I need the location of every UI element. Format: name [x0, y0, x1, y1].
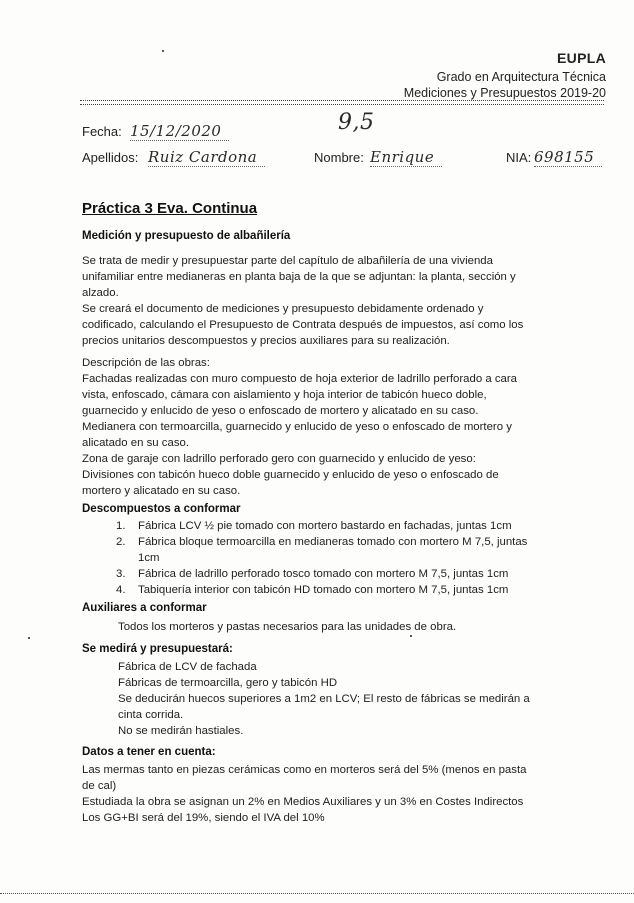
degree-name: Grado en Arquitectura Técnica [436, 70, 606, 84]
nia-label: NIA: [506, 150, 532, 165]
medira-line: Se deducirán huecos superiores a 1m2 en LCV; El resto de fábricas se medirán a [118, 693, 530, 705]
page-title: Práctica 3 Eva. Continua [82, 200, 258, 217]
nia-value: 698155 [534, 148, 602, 167]
list-item-text: Tabiquería interior con tabicón HD tomado con mortero M 7,5, juntas 1cm [138, 584, 509, 596]
surname-label: Apellidos: [82, 150, 139, 165]
section-heading-auxiliares: Auxiliares a conformar [82, 602, 207, 614]
description-line: alicatado en su caso. [82, 437, 190, 449]
date-value: 15/12/2020 [130, 122, 229, 141]
intro-paragraph [82, 253, 604, 349]
name-label: Nombre: [314, 150, 364, 165]
medira-line: Fábricas de termoarcilla, gero y tabicón HD [118, 677, 338, 689]
intro-line: codificado, calculando el Presupuesto de Contrata después de impuestos, así como los [82, 319, 524, 331]
medira-line: cinta corrida. [118, 709, 184, 721]
date-label: Fecha: [82, 124, 122, 139]
list-item-text: Fábrica LCV ½ pie tomado con mortero bastardo en fachadas, juntas 1cm [138, 520, 512, 532]
header-divider [80, 100, 604, 105]
section-heading-descompuestos: Descompuestos a conformar [82, 503, 241, 515]
description-line: mortero y alicatado en su caso. [82, 485, 241, 497]
grade-value: 9,5 [338, 110, 375, 135]
list-item [112, 566, 602, 582]
course-name: Mediciones y Presupuestos 2019-20 [403, 86, 606, 100]
datos-line: Estudiada la obra se asignan un 2% en Medios Auxiliares y un 3% en Costes Indirectos [82, 796, 524, 808]
institution-name: EUPLA [557, 50, 606, 66]
list-item [112, 582, 602, 598]
list-item [112, 518, 602, 534]
surname-value: Ruiz Cardona [148, 148, 265, 167]
description-line: Fachadas realizadas con muro compuesto de hoja exterior de ladrillo perforado a cara [82, 373, 517, 385]
auxiliares-text: Todos los morteros y pastas necesarios para las unidades de obra. [118, 621, 457, 633]
description-line: Medianera con termoarcilla, guarnecido y enlucido de yeso o enfoscado de mortero y [82, 421, 512, 433]
list-item [112, 534, 602, 566]
list-item-text: 1cm [138, 552, 160, 564]
scan-speck [28, 637, 30, 639]
medira-block [118, 659, 604, 739]
intro-line: alzado. [82, 287, 119, 299]
list-item-text: Fábrica bloque termoarcilla en medianeras tomado con mortero M 7,5, juntas [138, 536, 528, 548]
datos-line: de cal) [82, 780, 117, 792]
list-item-number: 2. [116, 536, 126, 548]
description-line: Zona de garaje con ladrillo perforado gero con guarnecido y enlucido de yeso: [82, 453, 476, 465]
intro-line: Se creará el documento de mediciones y presupuesto debidamente ordenado y [82, 303, 484, 315]
medira-line: Fábrica de LCV de fachada [118, 661, 257, 673]
description-line: vista, enfoscado, cámara con aislamiento y hoja interior de tabicón hueco doble, [82, 389, 487, 401]
list-item-number: 3. [116, 568, 126, 580]
description-line: Divisiones con tabicón hueco doble guarnecido y enlucido de yeso o enfoscado de [82, 469, 499, 481]
datos-paragraph [82, 762, 604, 826]
intro-line: precios unitarios descompuestos y precios auxiliares para su realización. [82, 335, 450, 347]
scan-speck [410, 635, 412, 637]
scan-speck [162, 50, 164, 52]
name-value: Enrique [370, 148, 442, 167]
section-heading-main: Medición y presupuesto de albañilería [82, 230, 291, 242]
datos-line: Los GG+BI será del 19%, siendo el IVA del 10% [82, 812, 325, 824]
section-heading-datos: Datos a tener en cuenta: [82, 746, 216, 758]
intro-line: Se trata de medir y presupuestar parte del capítulo de albañilería de una vivienda [82, 255, 493, 267]
descompuestos-list [112, 518, 602, 598]
description-line: guarnecido y enlucido de yeso o enfoscado de mortero y alicatado en su caso. [82, 405, 479, 417]
section-heading-medira: Se medirá y presupuestará: [82, 643, 233, 655]
list-item-text: Fábrica de ladrillo perforado tosco tomado con mortero M 7,5, juntas 1cm [138, 568, 509, 580]
description-paragraph [82, 355, 604, 499]
list-item-number: 4. [116, 584, 126, 596]
description-line: Descripción de las obras: [82, 357, 210, 369]
medira-line: No se medirán hastiales. [118, 725, 244, 737]
datos-line: Las mermas tanto en piezas cerámicas como en morteros será del 5% (menos en pasta [82, 764, 527, 776]
bottom-scan-edge [0, 893, 634, 894]
list-item-number: 1. [116, 520, 126, 532]
intro-line: unifamiliar entre medianeras en planta baja de la que se adjuntan: la planta, sección y [82, 271, 516, 283]
